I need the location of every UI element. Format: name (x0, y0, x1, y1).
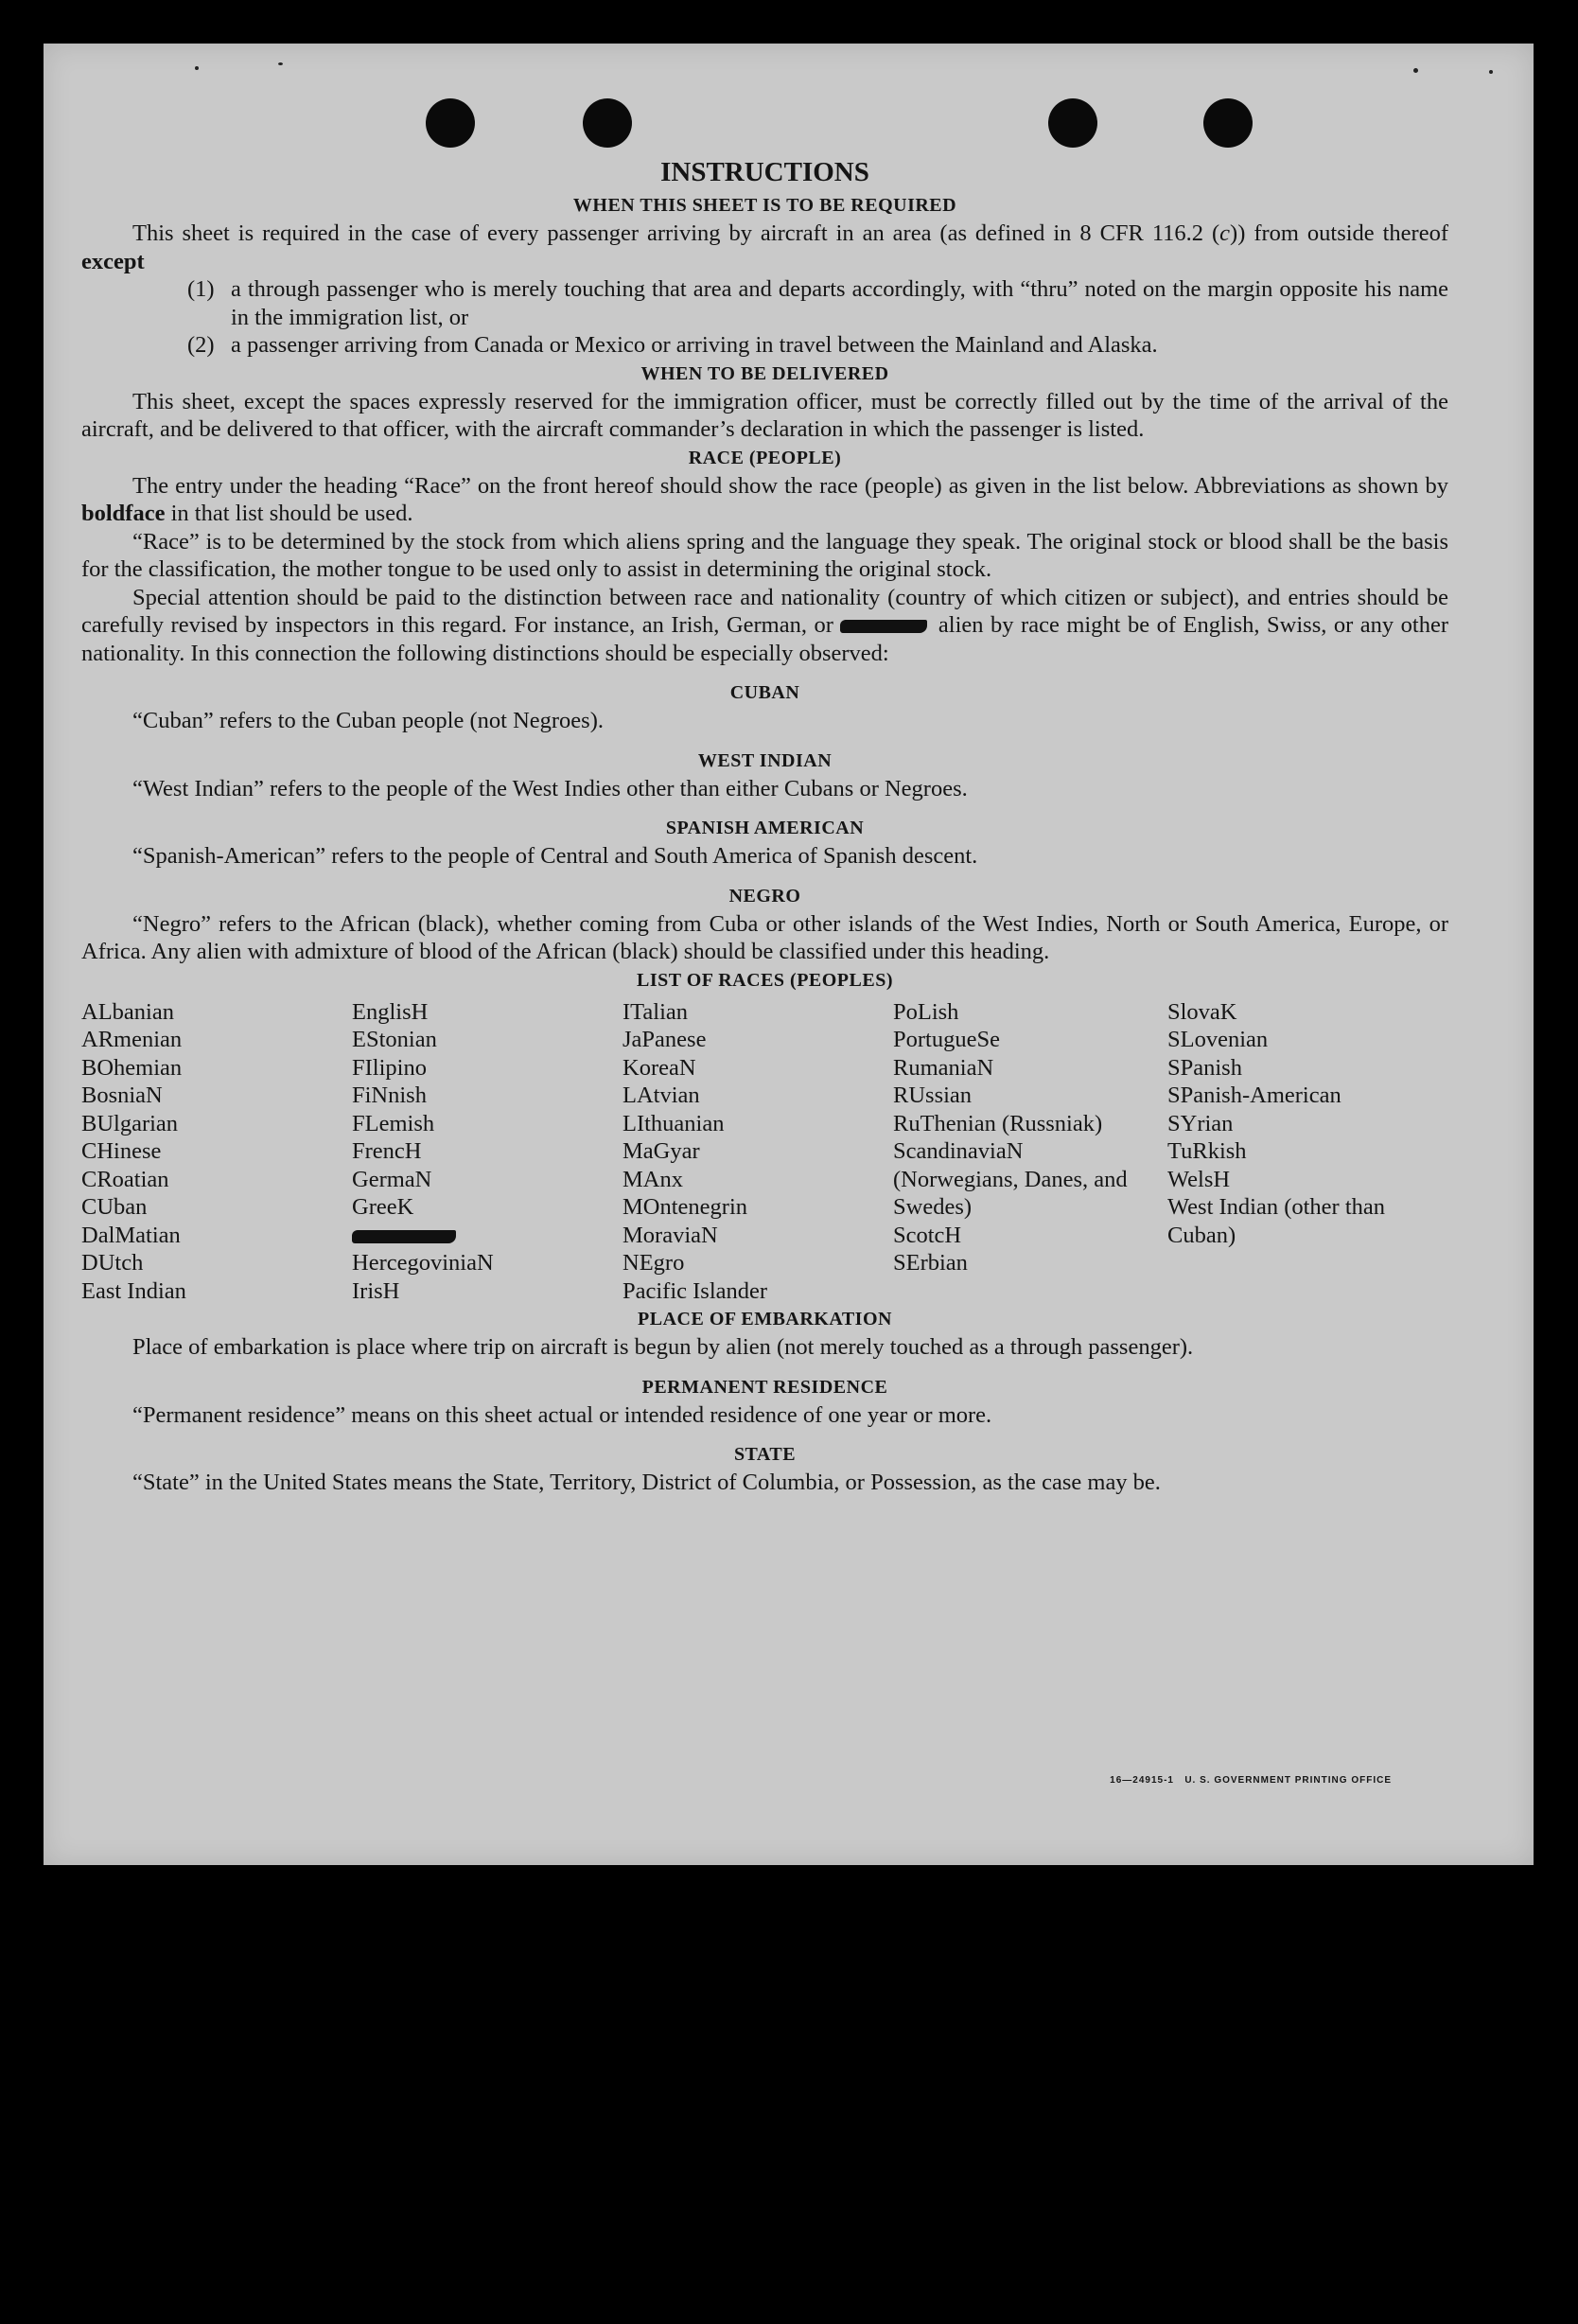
race-entry: ScotcH (893, 1222, 962, 1248)
race-entry: East Indian (81, 1277, 186, 1304)
punch-hole (583, 98, 632, 148)
race-p3-a: Special attention should be paid to the distinction between race and nationality (country of which citizen or subject), and entries should be carefully revised by inspectors in this regard. For instance, an Irish, German, or (81, 584, 1448, 638)
section-heading-residence: PERMANENT RESIDENCE (641, 1376, 888, 1398)
race-entry: KoreaN (622, 1054, 696, 1081)
race-entry: PortugueSe (893, 1027, 1000, 1052)
required-intro-c: c (1219, 220, 1231, 246)
races-column-1 (81, 998, 352, 1306)
race-entry: RUssian (893, 1083, 973, 1108)
race-entry: EStonian (352, 1027, 437, 1052)
race-entry: HercegoviniaN (352, 1250, 494, 1276)
required-item-2 (187, 331, 1448, 360)
race-paragraph-2: “Race” is to be determined by the stock from which aliens spring and the language they speak. The original stock or blood shall be the basis for the classification, the mother tongue to be used only to assist in determining the original stock. (81, 528, 1448, 582)
race-entry: LIthuanian (622, 1110, 725, 1136)
instructions-content (81, 155, 1448, 1497)
race-p3-b: alien by race might be of English, Swiss, or any other nationality. In this connection the following distinctions should be especially observed: (81, 612, 1448, 666)
races-column-2 (352, 998, 622, 1306)
race-p1-b: in that list should be used. (165, 501, 413, 526)
race-entry: JaPanese (622, 1027, 707, 1052)
race-entry: MOntenegrin (622, 1194, 747, 1220)
race-entry: RuThenian (Russniak) (893, 1110, 1103, 1136)
punch-hole (1048, 98, 1097, 148)
paper-speck (195, 66, 199, 70)
punch-hole (1203, 98, 1253, 148)
required-intro-b: )) from outside thereof (1230, 220, 1448, 246)
section-heading-west-indian: WEST INDIAN (697, 749, 833, 771)
section-heading-state: STATE (733, 1444, 797, 1465)
races-column-5 (1167, 998, 1409, 1306)
race-entry: Pacific Islander (622, 1277, 768, 1304)
race-entry: SlovaK (1167, 998, 1237, 1025)
races-column-3 (622, 998, 893, 1306)
item-text: a passenger arriving from Canada or Mexico or arriving in travel between the Mainland and Alaska. (231, 332, 1158, 358)
delivered-text: This sheet, except the spaces expressly reserved for the immigration officer, must be correctly filled out by the time of the arrival of the aircraft, and be delivered to that officer, with the aircraft commander’s declaration in which the passenger is listed. (81, 388, 1448, 442)
race-entry: EnglisH (352, 998, 429, 1025)
race-entry: LAtvian (622, 1083, 700, 1108)
race-p1-a: The entry under the heading “Race” on the front hereof should show the race (people) as given in the list below. Abbreviations as shown by (132, 472, 1448, 499)
race-entry: GreeK (352, 1194, 414, 1220)
race-entry: ScandinaviaN (Norwegians, Danes, and Swedes) (893, 1138, 1128, 1220)
redaction-mark (840, 620, 927, 633)
race-entry: FLemish (352, 1110, 435, 1136)
race-entry: FiNnish (352, 1083, 427, 1108)
instruction-sheet (44, 44, 1534, 1865)
section-heading-spanish-american: SPANISH AMERICAN (665, 818, 865, 838)
race-entry: DalMatian (81, 1222, 181, 1248)
race-entry: ITalian (622, 998, 689, 1025)
race-entry: BOhemian (81, 1054, 183, 1081)
race-entry: West Indian (other than Cuban) (1167, 1194, 1386, 1248)
required-intro-bold: except (81, 248, 145, 274)
paper-speck (1489, 70, 1493, 74)
item-text: a through passenger who is merely touching that area and departs accordingly, with “thru” noted on the margin opposite his name in the immigration list, or (231, 276, 1448, 330)
race-entry: ALbanian (81, 998, 174, 1025)
race-entry: NEgro (622, 1250, 685, 1276)
race-entry: CRoatian (81, 1166, 169, 1192)
section-heading-embarkation: PLACE OF EMBARKATION (638, 1309, 892, 1329)
race-entry: SLovenian (1167, 1027, 1269, 1052)
races-column-4 (893, 998, 1167, 1306)
race-entry: TuRkish (1167, 1138, 1247, 1164)
redaction-mark (352, 1230, 456, 1243)
race-entry: MaGyar (622, 1138, 700, 1164)
item-number: (2) (187, 332, 215, 358)
race-entry: WelsH (1167, 1166, 1231, 1192)
section-heading-cuban: CUBAN (729, 682, 800, 703)
race-entry: FIlipino (352, 1054, 427, 1081)
race-entry: IrisH (352, 1277, 400, 1304)
race-entry: SYrian (1167, 1110, 1234, 1136)
state-text: “State” in the United States means the State, Territory, District of Columbia, or Possession, as the case may be. (132, 1470, 1161, 1495)
required-item-1 (187, 275, 1448, 331)
section-heading-required: WHEN THIS SHEET IS TO BE REQUIRED (572, 195, 957, 216)
required-intro (81, 220, 1448, 275)
printer-imprint (1110, 1775, 1392, 1786)
residence-text: “Permanent residence” means on this sheet actual or intended residence of one year or more. (132, 1401, 992, 1428)
cuban-text: “Cuban” refers to the Cuban people (not Negroes). (132, 708, 604, 733)
race-entry: SPanish-American (1167, 1083, 1341, 1108)
races-list (81, 998, 1448, 1306)
race-paragraph-3 (81, 584, 1448, 668)
paper-speck (278, 62, 283, 65)
race-entry: SErbian (893, 1250, 968, 1276)
race-entry-redacted (352, 1222, 622, 1250)
west-indian-text: “West Indian” refers to the people of the West Indies other than either Cubans or Negroes. (132, 775, 968, 801)
race-entry: FrencH (352, 1138, 422, 1164)
race-entry: BosniaN (81, 1083, 163, 1108)
race-paragraph-1 (81, 472, 1448, 528)
embarkation-text: Place of embarkation is place where trip on aircraft is begun by alien (not merely touched as a through passenger). (132, 1334, 1194, 1360)
race-entry: GermaN (352, 1166, 432, 1192)
section-heading-negro: NEGRO (728, 885, 801, 907)
section-heading-races-list: LIST OF RACES (PEOPLES) (636, 969, 893, 991)
race-entry: RumaniaN (893, 1054, 994, 1081)
printer-name: U. S. GOVERNMENT PRINTING OFFICE (1184, 1775, 1392, 1786)
item-number: (1) (187, 276, 215, 302)
section-heading-delivered: WHEN TO BE DELIVERED (640, 362, 889, 384)
race-entry: DUtch (81, 1250, 144, 1276)
race-entry: CUban (81, 1194, 148, 1220)
race-entry: PoLish (893, 998, 959, 1025)
negro-text: “Negro” refers to the African (black), whether coming from Cuba or other islands of the West Indies, North or South America, Europe, or Africa. Any alien with admixture of blood of the African (black) should be classified under this heading. (81, 910, 1448, 964)
form-code: 16—24915-1 (1110, 1775, 1174, 1786)
required-intro-a: This sheet is required in the case of every passenger arriving by aircraft in an area (as defined in 8 CFR 116.2 ( (132, 220, 1220, 246)
race-entry: MAnx (622, 1166, 683, 1192)
spanish-american-text: “Spanish-American” refers to the people of Central and South America of Spanish descent. (132, 843, 978, 869)
race-entry: MoraviaN (622, 1222, 718, 1248)
race-p1-bold: boldface (81, 501, 166, 526)
paper-speck (1413, 68, 1418, 73)
race-entry: BUlgarian (81, 1110, 179, 1136)
section-heading-race: RACE (PEOPLE) (688, 447, 842, 468)
race-entry: ARmenian (81, 1027, 183, 1052)
race-entry: CHinese (81, 1138, 162, 1164)
race-entry: SPanish (1167, 1054, 1242, 1081)
page-title: INSTRUCTIONS (660, 157, 869, 187)
punch-hole (426, 98, 475, 148)
